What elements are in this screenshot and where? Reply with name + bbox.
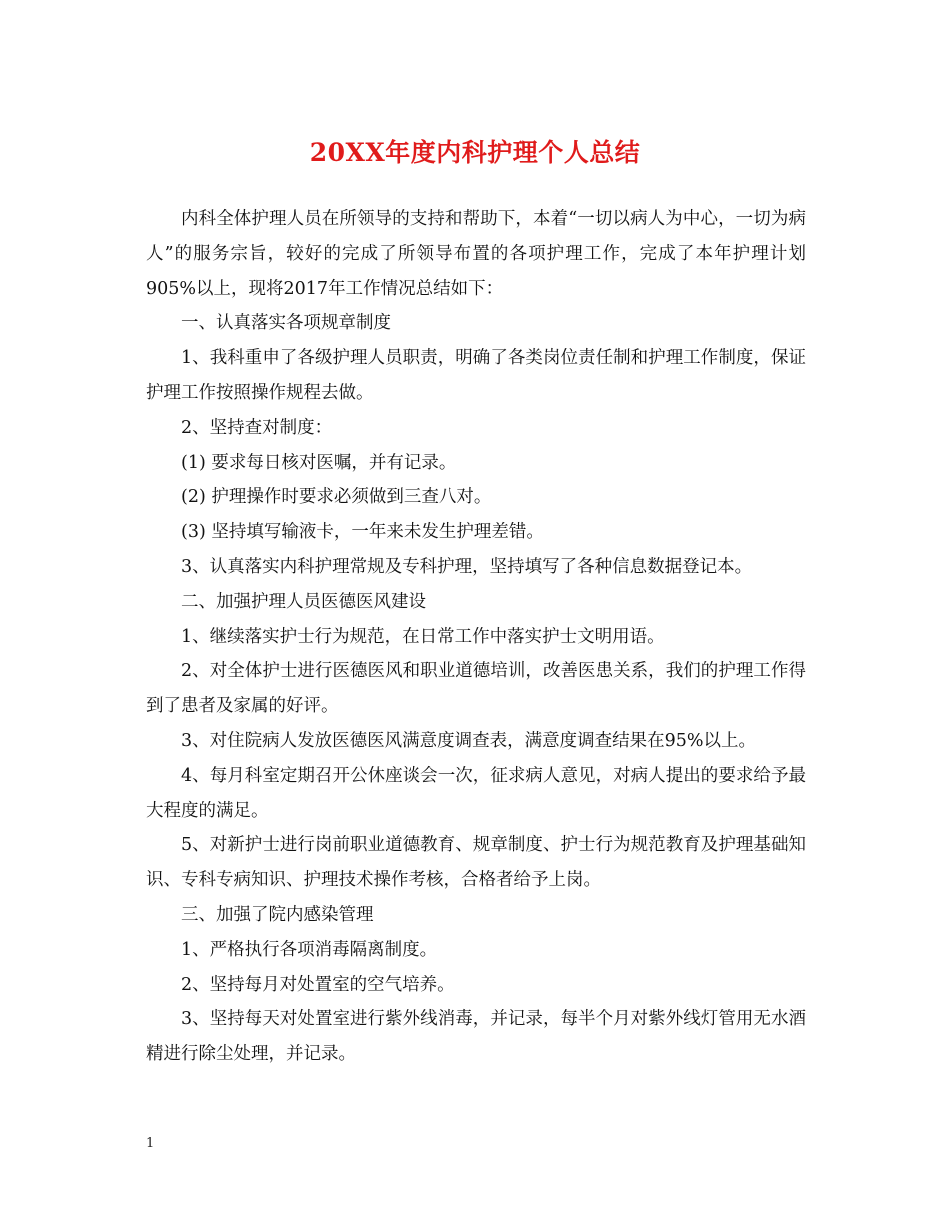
section-heading-1: 一、认真落实各项规章制度 bbox=[181, 313, 391, 334]
paragraph: 3、认真落实内科护理常规及专科护理，坚持填写了各种信息数据登记本。 bbox=[181, 556, 753, 577]
section-heading-3: 三、加强了院内感染管理 bbox=[181, 904, 374, 925]
paragraph: 2、坚持每月对处置室的空气培养。 bbox=[181, 974, 455, 995]
paragraph: 1、继续落实护士行为规范，在日常工作中落实护士文明用语。 bbox=[181, 626, 665, 647]
document-body bbox=[146, 202, 806, 1072]
paragraph: 2、坚持查对制度： bbox=[181, 417, 333, 438]
paragraph: 1、我科重申了各级护理人员职责，明确了各类岗位责任制和护理工作制度，保证护理工作按照操作规程去做。 bbox=[146, 348, 806, 403]
paragraph: 4、每月科室定期召开公休座谈会一次，征求病人意见，对病人提出的要求给予最大程度的满足。 bbox=[146, 765, 806, 821]
section-heading-2: 二、加强护理人员医德医风建设 bbox=[181, 591, 426, 612]
paragraph: 2、对全体护士进行医德医风和职业道德培训，改善医患关系，我们的护理工作得到了患者及家属的好评。 bbox=[146, 661, 806, 717]
page-number: 1 bbox=[146, 1136, 155, 1151]
paragraph: (3) 坚持填写输液卡，一年来未发生护理差错。 bbox=[181, 522, 544, 543]
intro-paragraph: 内科全体护理人员在所领导的支持和帮助下，本着“一切以病人为中心，一切为病人”的服务宗旨，较好的完成了所领导布置的各项护理工作，完成了本年护理计划905%以上，现将2017年工作情况总结如下： bbox=[146, 209, 806, 299]
paragraph: 5、对新护士进行岗前职业道德教育、规章制度、护士行为规范教育及护理基础知识、专科专病知识、护理技术操作考核，合格者给予上岗。 bbox=[146, 835, 806, 891]
paragraph: 1、严格执行各项消毒隔离制度。 bbox=[181, 939, 438, 960]
paragraph: (1) 要求每日核对医嘱，并有记录。 bbox=[181, 452, 457, 473]
paragraph: (2) 护理操作时要求必须做到三查八对。 bbox=[181, 487, 492, 508]
paragraph: 3、对住院病人发放医德医风满意度调查表，满意度调查结果在95%以上。 bbox=[181, 730, 757, 751]
paragraph: 3、坚持每天对处置室进行紫外线消毒，并记录，每半个月对紫外线灯管用无水酒精进行除尘处理，并记录。 bbox=[146, 1009, 806, 1065]
document-title: 20XX年度内科护理个人总结 bbox=[309, 138, 641, 167]
